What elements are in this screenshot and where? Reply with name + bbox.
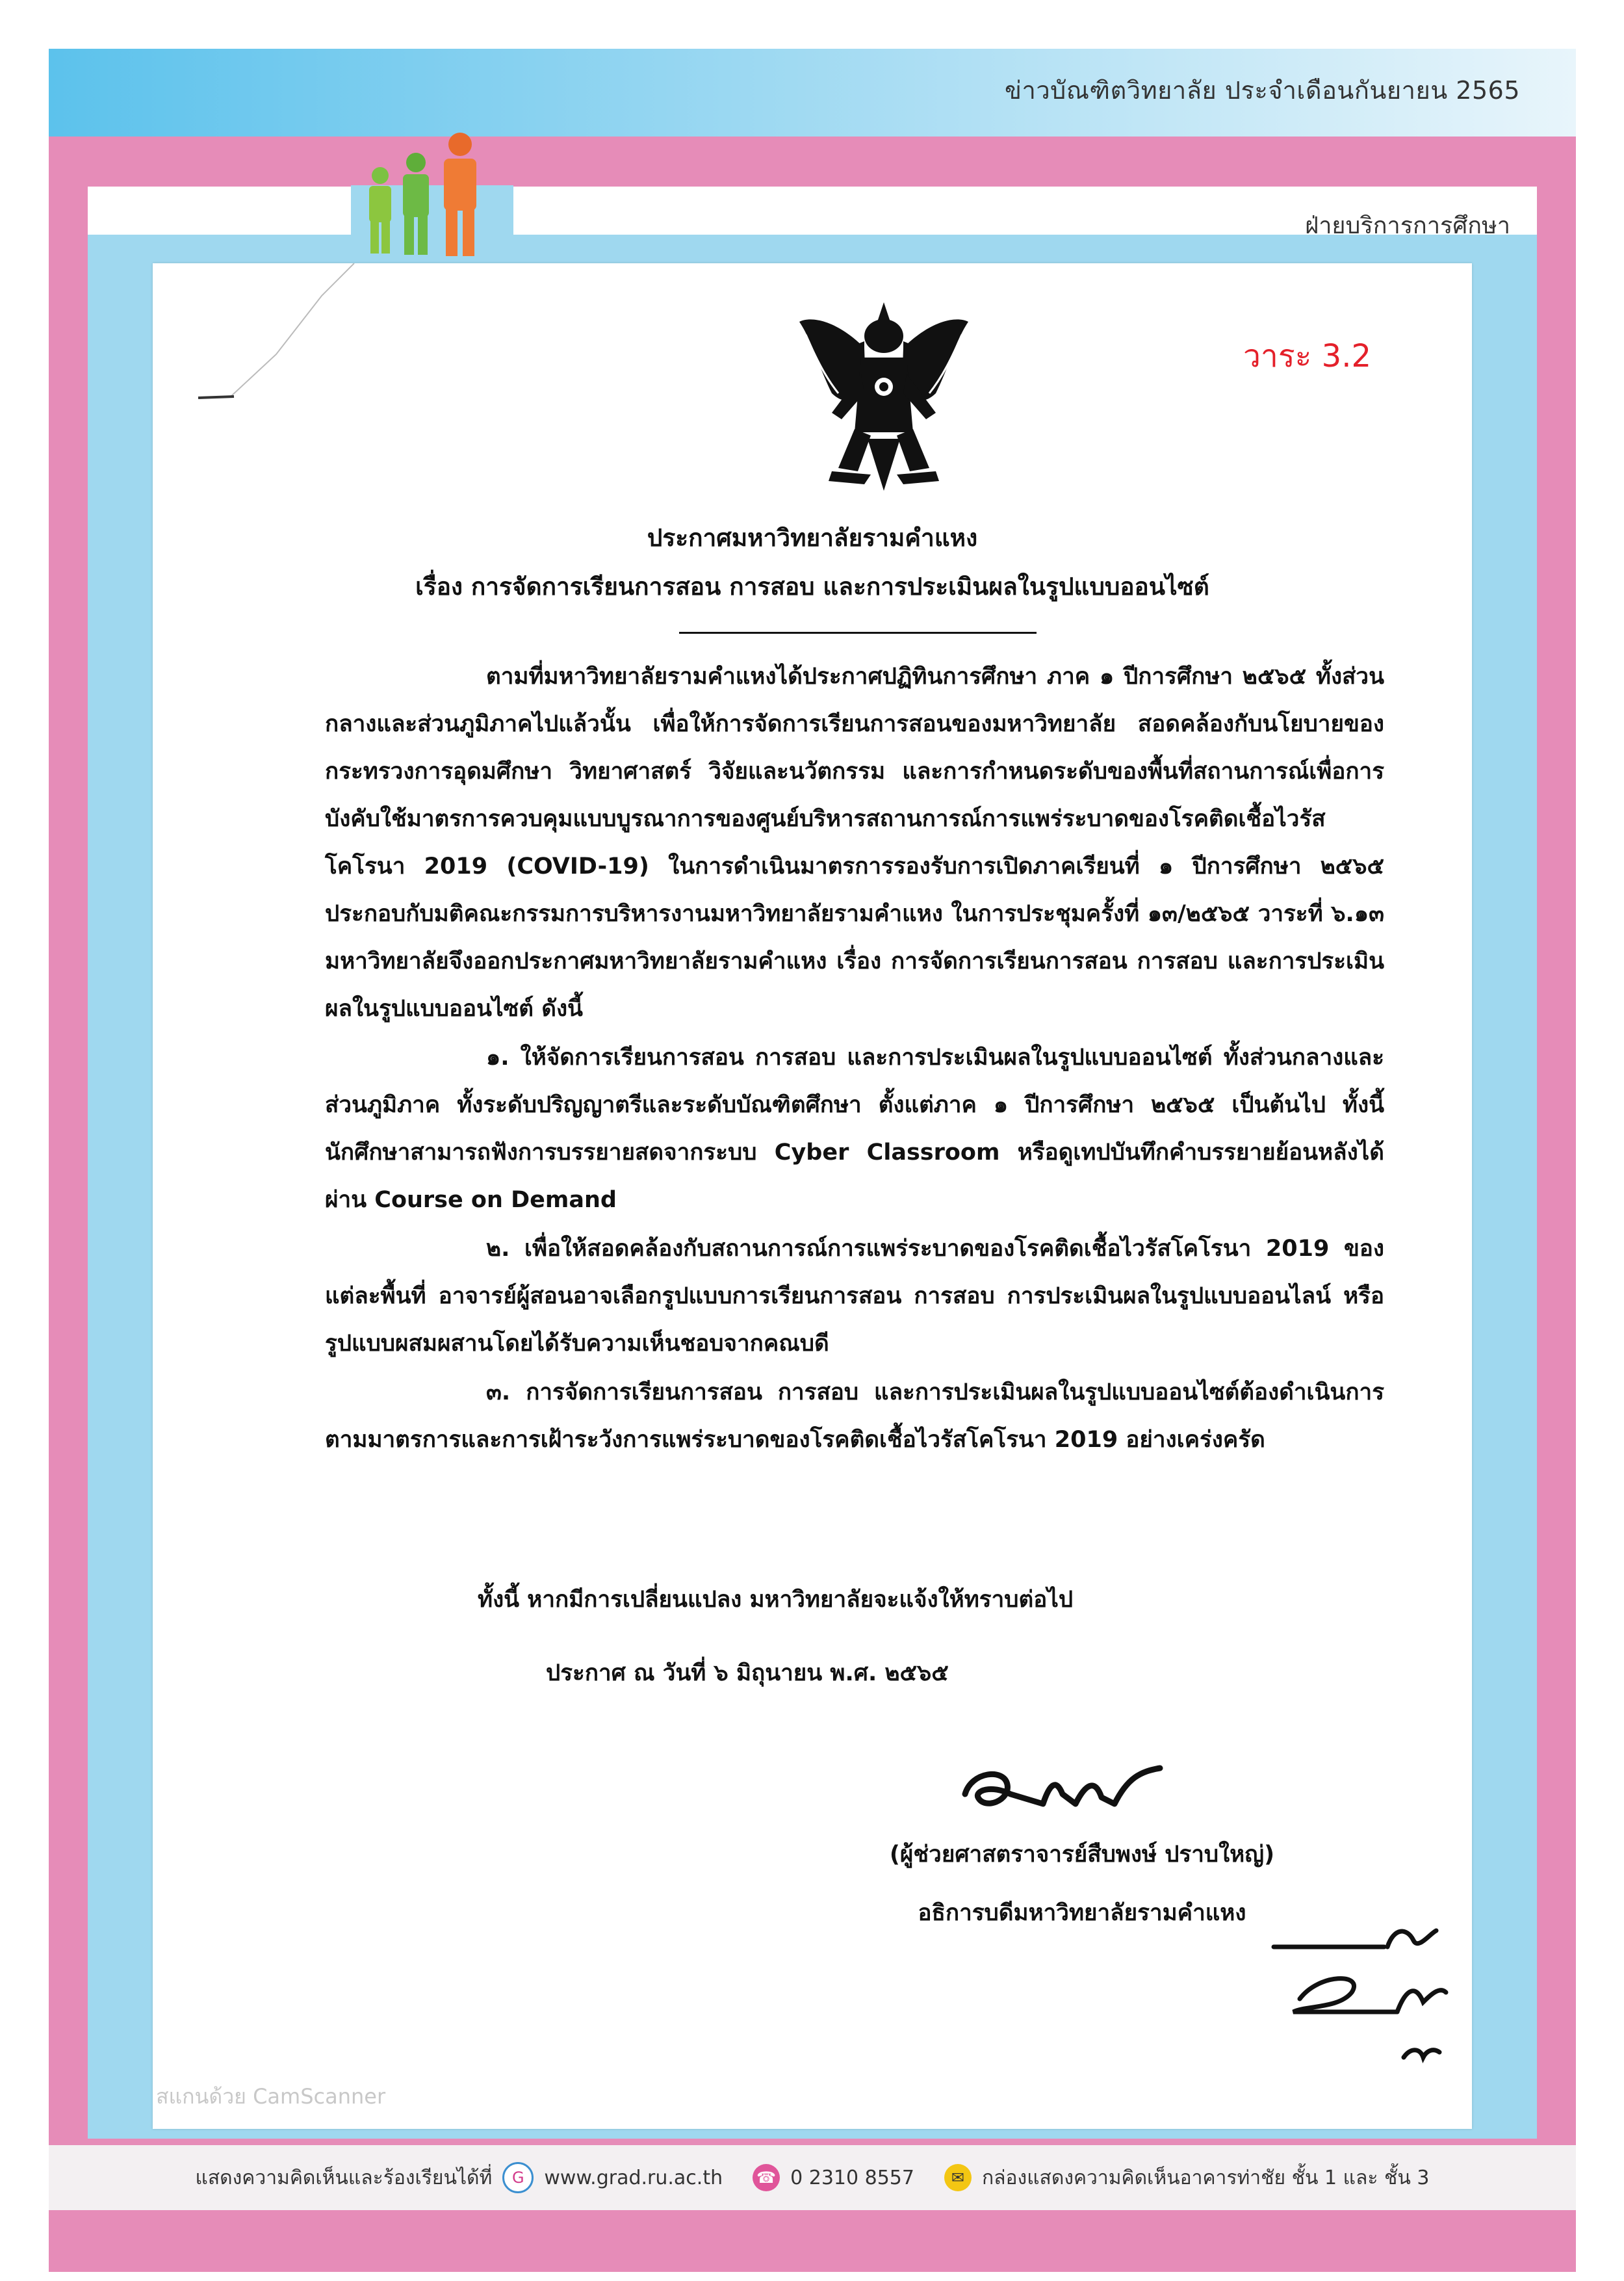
scan-artifact-icon: [172, 263, 367, 432]
agenda-reference: วาระ 3.2: [1243, 338, 1371, 374]
title-divider: [679, 632, 1037, 634]
signer-title: อธิการบดีมหาวิทยาลัยรามคำแหง: [918, 1900, 1246, 1926]
signer-name: (ผู้ช่วยศาสตราจารย์สืบพงษ์ ปราบใหญ่): [889, 1842, 1275, 1868]
comment-label: แสดงความคิดเห็นและร้องเรียนได้ที่: [195, 2166, 493, 2189]
mailbox-icon: ✉: [944, 2164, 972, 2191]
announcement-subject: เรื่อง การจัดการเรียนการสอน การสอบ และการประเมินผลในรูปแบบออนไซต์: [415, 573, 1209, 601]
scanner-watermark: สแกนด้วย CamScanner: [156, 2084, 386, 2109]
announcement-body: [325, 653, 1384, 1465]
web-icon: G: [502, 2162, 534, 2193]
intro-paragraph: ตามที่มหาวิทยาลัยรามคำแหงได้ประกาศปฏิทินการศึกษา ภาค ๑ ปีการศึกษา ๒๕๖๕ ทั้งส่วนกลางและส่วนภูมิภาคไปแล้วนั้น เพื่อให้การจัดการเรียนการสอนของมหาวิทยาลัย สอดคล้องกับนโยบายของกระทรวงการอุดมศึกษา วิทยาศาสตร์ วิจัยและนวัตกรรม และการกำหนดระดับของพื้นที่สถานการณ์เพื่อการบังคับใช้มาตรการควบคุมแบบบูรณาการของศูนย์บริหารสถานการณ์การแพร่ระบาดของโรคติดเชื้อไวรัสโคโรนา 2019 (COVID-19) ในการดำเนินมาตรการรองรับการเปิดภาคเรียนที่ ๑ ปีการศึกษา ๒๕๖๕ ประกอบกับมติคณะกรรมการบริหารงานมหาวิทยาลัยรามคำแหง ในการประชุมครั้งที่ ๑๓/๒๕๖๕ วาระที่ ๖.๑๓ มหาวิทยาลัยจึงออกประกาศมหาวิทยาลัยรามคำแหง เรื่อง การจัดการเรียนการสอน การสอบ และการประเมินผลในรูปแบบออนไซต์ ดังนี้: [325, 664, 1384, 1022]
footer-bar: [49, 2145, 1576, 2210]
clause-3: ๓. การจัดการเรียนการสอน การสอบ และการประเมินผลในรูปแบบออนไซต์ต้องดำเนินการตามมาตรการและการเฝ้าระวังการแพร่ระบาดของโรคติดเชื้อไวรัสโคโรนา 2019 อย่างเคร่งครัด: [325, 1379, 1384, 1453]
closing-block: [478, 1563, 1257, 1710]
signature-icon: [946, 1732, 1218, 1830]
closing-line: ทั้งนี้ หากมีการเปลี่ยนแปลง มหาวิทยาลัยจะแจ้งให้ทราบต่อไป: [478, 1587, 1074, 1613]
clause-2: ๒. เพื่อให้สอดคล้องกับสถานการณ์การแพร่ระบาดของโรคติดเชื้อไวรัสโคโรนา 2019 ของแต่ละพื้นที่ อาจารย์ผู้สอนอาจเลือกรูปแบบการเรียนการสอน การสอบ การประเมินผลในรูปแบบออนไลน์ หรือรูปแบบผสมผสานโดยได้รับความเห็นชอบจากคณบดี: [325, 1236, 1384, 1357]
garuda-emblem-icon: [793, 296, 975, 504]
phone-icon: ☎: [753, 2164, 780, 2191]
announcement-title: ประกาศมหาวิทยาลัยรามคำแหง: [647, 524, 978, 552]
website-link[interactable]: www.grad.ru.ac.th: [544, 2166, 723, 2189]
date-line: ประกาศ ณ วันที่ ๖ มิถุนายน พ.ศ. ๒๕๖๕: [546, 1660, 949, 1686]
people-logo-icon: [351, 130, 500, 260]
phone-number: 0 2310 8557: [790, 2166, 914, 2189]
clause-1: ๑. ให้จัดการเรียนการสอน การสอบ และการประเมินผลในรูปแบบออนไซต์ ทั้งส่วนกลางและส่วนภูมิภาค ทั้งระดับปริญญาตรีและระดับบัณฑิตศึกษา ตั้งแต่ภาค ๑ ปีการศึกษา ๒๕๖๕ เป็นต้นไป ทั้งนี้ นักศึกษาสามารถฟังการบรรยายสดจากระบบ Cyber Classroom หรือดูเทปบันทึกคำบรรยายย้อนหลังได้ ผ่าน Course on Demand: [325, 1045, 1384, 1213]
mailbox-location: กล่องแสดงความคิดเห็นอาคารท่าชัย ชั้น 1 และ ชั้น 3: [981, 2166, 1430, 2189]
initials-mark-icon: [1267, 1901, 1449, 2083]
newsletter-title: ข่าวบัณฑิตวิทยาลัย ประจำเดือนกันยายน 2565: [1005, 76, 1520, 105]
announcement-document: [153, 263, 1472, 2129]
section-label: ฝ่ายบริการการศึกษา: [1305, 213, 1510, 239]
